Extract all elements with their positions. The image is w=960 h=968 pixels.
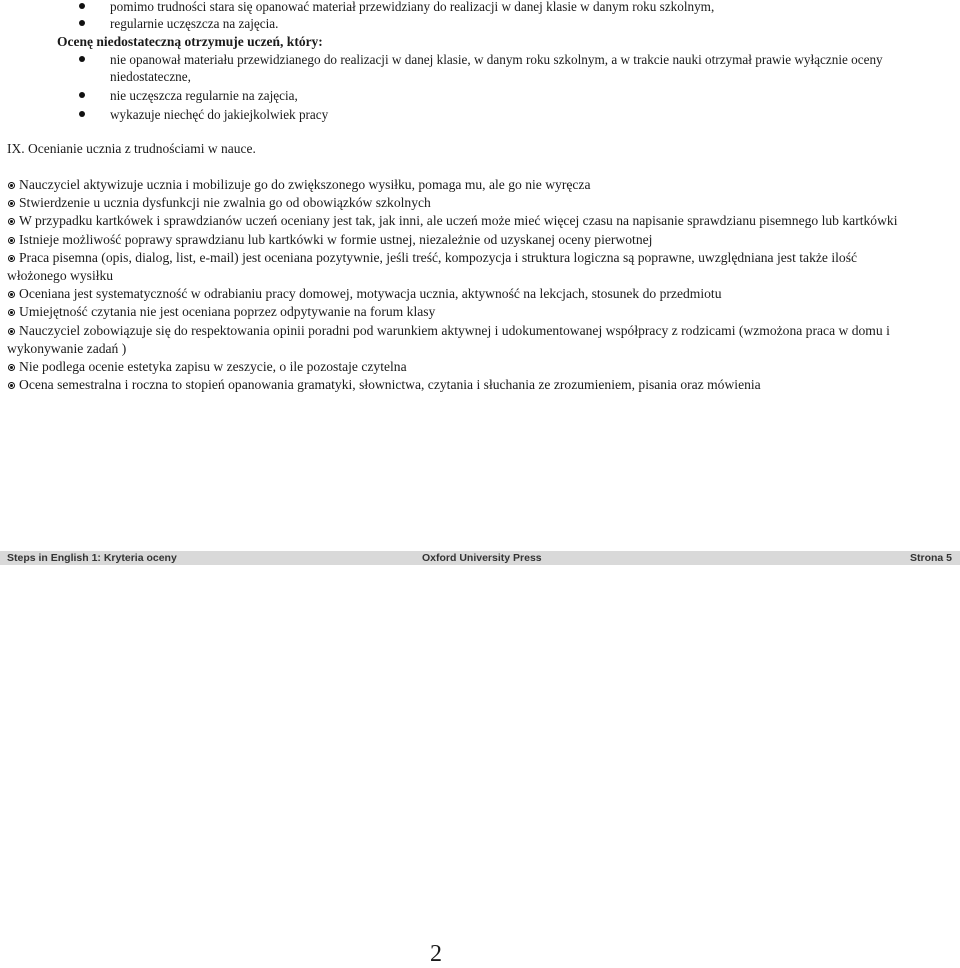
bullet-icon — [79, 92, 85, 98]
section-title: IX. Ocenianie ucznia z trudnościami w nauce. — [7, 141, 256, 156]
list-item — [7, 194, 907, 212]
bullet-icon — [79, 20, 85, 26]
bullet-icon — [8, 328, 15, 335]
list-item-text: nie uczęszcza regularnie na zajęcia, — [110, 88, 298, 103]
list-item-text: Istnieje możliwość poprawy sprawdzianu lub kartkówki w formie ustnej, niezależnie od uzyskanej oceny pierwotnej — [19, 231, 653, 247]
footer-document-title: Steps in English 1: Kryteria oceny — [7, 552, 177, 564]
bullet-icon — [8, 200, 15, 207]
bullet-icon — [8, 182, 15, 189]
list-item — [7, 212, 907, 230]
footer-page-label: Strona 5 — [909, 552, 952, 564]
bullet-icon — [8, 237, 15, 244]
list-item — [7, 322, 907, 358]
bullet-icon — [8, 309, 15, 316]
fail-grade-heading: Ocenę niedostateczną otrzymuje uczeń, który: — [57, 34, 323, 49]
list-item-text: Nauczyciel zobowiązuje się do respektowania opinii poradni pod warunkiem aktywnej i udokumentowanej współpracy z rodzicami (wzmożona praca w domu i wykonywanie zadań ) — [7, 322, 890, 356]
bullet-icon — [8, 218, 15, 225]
learning-difficulties-list — [7, 176, 907, 394]
bullet-icon — [79, 56, 85, 62]
list-item — [7, 176, 907, 194]
list-item-text: Nie podlega ocenie estetyka zapisu w zeszycie, o ile pozostaje czytelna — [19, 359, 407, 375]
bullet-icon — [8, 382, 15, 389]
list-item-text: Umiejętność czytania nie jest oceniana poprzez odpytywanie na forum klasy — [19, 304, 436, 320]
list-item — [7, 303, 907, 321]
bullet-icon — [8, 255, 15, 262]
bullet-icon — [8, 291, 15, 298]
bullet-icon — [8, 364, 15, 371]
list-item-text: wykazuje niechęć do jakiejkolwiek pracy — [110, 107, 329, 122]
list-item-text: Oceniana jest systematyczność w odrabianiu pracy domowej, motywacja ucznia, aktywność na lekcjach, stosunek do przedmiotu — [19, 286, 722, 302]
list-item-text: regularnie uczęszcza na zajęcia. — [110, 16, 279, 31]
list-item-text: W przypadku kartkówek i sprawdzianów uczeń oceniany jest tak, jak inni, ale uczeń może mieć więcej czasu na napisanie sprawdzianu pisemnego lub kartkówki — [19, 213, 898, 229]
list-item — [110, 51, 890, 85]
bullet-icon — [79, 3, 85, 9]
list-item-text: pomimo trudności stara się opanować materiał przewidziany do realizacji w danej klasie w danym roku szkolnym, — [110, 0, 715, 14]
list-item — [7, 231, 907, 249]
list-item — [110, 15, 900, 32]
list-item-text: Stwierdzenie u ucznia dysfunkcji nie zwalnia go od obowiązków szkolnych — [19, 195, 431, 211]
page-number: 2 — [430, 941, 442, 967]
list-item-text: nie opanował materiału przewidzianego do realizacji w danej klasie, w danym roku szkolnym, a w trakcie nauki otrzymał prawie wyłącznie oceny niedostateczne, — [110, 52, 883, 84]
bullet-icon — [79, 111, 85, 117]
list-item — [110, 106, 890, 123]
list-item-text: Praca pisemna (opis, dialog, list, e-mail) jest oceniana pozytywnie, jeśli treść, kompozycja i struktura logiczna są poprawne, uwzględniana jest także ilość włożonego wysiłku — [7, 249, 858, 284]
list-item-text: Ocena semestralna i roczna to stopień opanowania gramatyki, słownictwa, czytania i słuchania ze zrozumieniem, pisania oraz mówienia — [19, 377, 761, 393]
list-item-text: Nauczyciel aktywizuje ucznia i mobilizuje go do zwiększonego wysiłku, pomaga mu, ale go nie wyręcza — [19, 177, 591, 192]
list-item — [7, 285, 907, 303]
list-item — [110, 87, 890, 104]
fail-criteria-list — [110, 51, 890, 125]
list-item — [7, 376, 907, 394]
list-item — [110, 0, 900, 15]
footer-publisher: Oxford University Press — [422, 552, 542, 564]
previous-criteria-list — [110, 0, 900, 32]
list-item — [7, 358, 907, 376]
page-footer — [0, 551, 960, 565]
list-item — [7, 249, 907, 285]
